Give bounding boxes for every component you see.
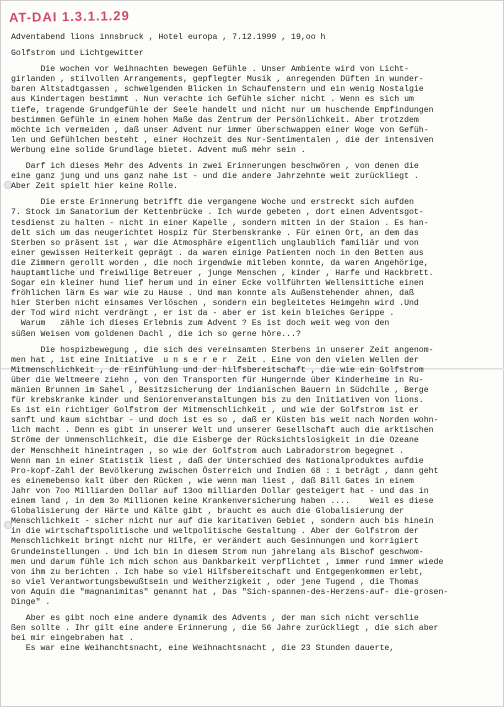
archive-stamp: AT-DAI 1.3.1.1.29 bbox=[8, 7, 130, 26]
text-line: Die erste Erinnerung betrifft die vergangene Woche und erstreckt sich aufden bbox=[11, 198, 414, 208]
text-line: Wenn man in einer Statistik liest , daß der Unterschied des Nationalproduktes aufdie bbox=[11, 456, 424, 466]
text-line: die Zimmern gerollt worden , die noch irgendwie mitleben konnte, da waren Angehörige, bbox=[11, 258, 429, 268]
text-line: in die wirtschaftspolitische und weltpolitische Gestaltung . Aber der Golfstrom der bbox=[11, 527, 419, 537]
text-line: der Menschheit hineintragen , so wie der Golfstrom auch Labradorstrom begegnet . bbox=[11, 446, 405, 456]
text-line: Sterben so präsent ist , war die Atmosphäre eigentlich unglaublich familiär und von bbox=[11, 238, 419, 248]
typewritten-body bbox=[11, 33, 497, 654]
text-line: Aber Zeit spielt hier keine Rolle. bbox=[11, 182, 179, 192]
text-line: hauptamtliche und freiwilige Betreuer , junge Menschen , kinder , Harfe und Hackbrett. bbox=[11, 268, 434, 278]
text-line: hier Sterben nicht einsames Verlöschen , sondern ein begleitetes Heimgehn wird .Und bbox=[11, 299, 419, 309]
text-line: es einemebenso kalt über den Rücken , wie wenn man liest , daß Bill Gates in einem bbox=[11, 476, 414, 486]
text-line: Dinge" . bbox=[11, 597, 51, 607]
text-line: Die wochen vor Weihnachten bewegen Gefühle . Unser Ambiente wird von Licht- bbox=[11, 65, 409, 75]
text-line: sanft und kaum sichtbar - und doch ist es so , daß er Küsten bis weit nach Norden wohn- bbox=[11, 416, 439, 426]
text-line: möchte ich vermeiden , daß unser Advent nur immer überschwappen einer Woge von Gefüh- bbox=[11, 125, 429, 135]
text-line: Adventabend lions innsbruck , Hotel europa , 7.12.1999 , 19,oo h bbox=[11, 33, 326, 42]
text-line: einem land , in dem 3o Millionen keine Krankenversicherung haben .... Weil es diese bbox=[11, 497, 434, 507]
text-line: baren Altstadtgassen , schwelgenden Blicken in Schaufenstern und ein wenig Nostalgie bbox=[11, 85, 424, 95]
text-line: über die Weltmeere ziehn , von den Transporten für Hungernde über Kinderheime in Ru- bbox=[11, 375, 424, 385]
text-line: Darf ich dieses Mehr des Advents in zwei Erinnerungen beschwören , von denen die bbox=[11, 162, 419, 172]
text-line: von ihm zu berichten . Ich habe so viel Hilfsbereitschaft und Entgegenkommen erlebt, bbox=[11, 567, 424, 577]
text-line: 7. Stock im Sanatorium der Kettenbrücke . Ich wurde gebeten , dort einen Adventsgot- bbox=[11, 208, 424, 218]
text-line: Es war eine Weihanchtsnacht, eine Weihnachtsnacht , die 23 Stunden dauerte, bbox=[11, 644, 395, 654]
text-line: für krebskranke kinder und Seniorenveranstaltungen bis zu den Initiativen von lions. bbox=[11, 396, 424, 406]
text-line: Mitmenschlichkeit , de rEinfühlung und der hilfsbereitschaft , die wie ein Golfstrom bbox=[11, 365, 424, 375]
text-line: len und Gefühlchen besteht , einer Hochzeit des Nur-Sentimentalen , die der intensiven bbox=[11, 135, 434, 145]
text-line: so viel Verantwortungsbewußtsein und Weitherzigkeit , oder jene Tugend , die Thomas bbox=[11, 577, 419, 587]
text-line: der Tod wird nicht verdrängt , er ist da - aber er ist kein bleiches Gerippe . bbox=[11, 309, 395, 319]
text-line: von Aquin die "magnanimitas" genannt hat , Das "Sich-spannen-des-Herzens-auf- die-grosen- bbox=[11, 587, 449, 597]
text-line: men hat , ist eine Initiative u n s e r e r Zeit . Eine von den vielen Wellen der bbox=[11, 355, 419, 365]
text-line: süßen Weisen vom goldenen Dachl , die ich so gerne höre...? bbox=[11, 329, 301, 339]
text-line: Werbung eine solide Grundlage bietet. Advent muß mehr sein . bbox=[11, 145, 306, 155]
text-line: Menschlichkeit - sicher nicht nur auf die karitativen Gebiet , sondern auch bis hinein bbox=[11, 517, 434, 527]
text-line: einer gewissen Heiterkeit geprägt . da waren einige Patienten noch in den Betten aus bbox=[11, 248, 424, 258]
text-line: tesdienst zu halten - nicht in einer Kapelle , sondern mitten in der Staion . Es han- bbox=[11, 218, 429, 228]
text-line: lich macht . Denn es gibt in unserer Welt und unserer Gesellschaft auch die arktischen bbox=[11, 426, 434, 436]
text-line: Grundeinstellungen . Und ich bin in diesem Strom nun jahrelang als Bischof geschwom- bbox=[11, 547, 424, 557]
text-line: bestimmen Gefühle in einem hohen Maße das Zentrum der Persönlichkeit. Aber trotzdem bbox=[11, 115, 419, 125]
text-line: delt sich um das neugerichtet Hospiz für Sterbenskranke . Für einen Ort, an dem das bbox=[11, 228, 419, 238]
text-line: eine ganz jung und uns ganz nahe ist - und die andere Jahrzehnte weit zurückliegt . bbox=[11, 172, 419, 182]
text-line: Globalisierung der Härte und Kälte gibt , braucht es auch die Globalisierung der bbox=[11, 507, 405, 517]
text-line: girlanden , stilvollen Arrangements, gepflegter Musik , anregenden Düften in wunder- bbox=[11, 75, 424, 85]
text-line: tiefe, tragende Grundgefühle der Seele handelt und nicht nur um huschende Empfindungen bbox=[11, 105, 434, 115]
text-line: Pro-kopf-Zahl der Bevölkerung zwischen Österreich und Indien 68 : 1 beträgt , dann geht bbox=[11, 466, 439, 476]
text-line: Ströme der Unmenschlichkeit, die die Eisberge der Rücksichtslosigkeit in die Ozeane bbox=[11, 436, 419, 446]
text-line: bei mir eingebraben hat . bbox=[11, 634, 134, 644]
text-line: Menschlichkeit bringt nicht nur Hilfe, er verändert auch Gesinnungen und korrigiert bbox=[11, 537, 419, 547]
text-line: Es ist ein richtiger Golfstrom der Mitmenschlichkeit , und wie der Golfstrom ist er bbox=[11, 406, 419, 416]
text-line: men und darum fühle ich mich schon aus Dankbarkeit verpflichtet , immer rund immer wiede bbox=[11, 557, 444, 567]
text-line: mänien Brunnen im Sahel , Besitzsicherung der indianischen Bauern in Südchile , Berge bbox=[11, 386, 429, 395]
text-line: Golfstrom und Lichtgewitter bbox=[11, 49, 144, 59]
text-line: Aber es gibt noch eine andere dynamik des Advents , der man sich nicht verschlie bbox=[11, 614, 419, 624]
text-line: Sogar ein kleiner hund lief herum und in einer Ecke vollführten Wellensittiche einen bbox=[11, 279, 424, 289]
text-line: Warum zähle ich dieses Erlebnis zum Advent ? Es ist doch weit weg von den bbox=[11, 319, 390, 329]
text-line: fröhlichen lärm Es war wie zu Hause . Und man konnte als Außenstehender ahnen, daß bbox=[11, 289, 414, 299]
text-line: ßen sollte . Ihr gilt eine andere Erinnerung , die 56 Jahre zurückliegt , die sich aber bbox=[11, 624, 439, 634]
text-line: aus Kindertagen bestimmt . Nun verachte ich Gefühle sicher nicht . Wenn es sich um bbox=[11, 95, 414, 105]
text-line: Die hospizbewegung , die sich des vereinsamten Sterbens in unserer Zeit angenom- bbox=[11, 345, 434, 355]
text-line: Jahr von 7oo Milliarden Dollar auf 13oo milliarden Dollar gesteigert hat - und das in bbox=[11, 486, 429, 496]
